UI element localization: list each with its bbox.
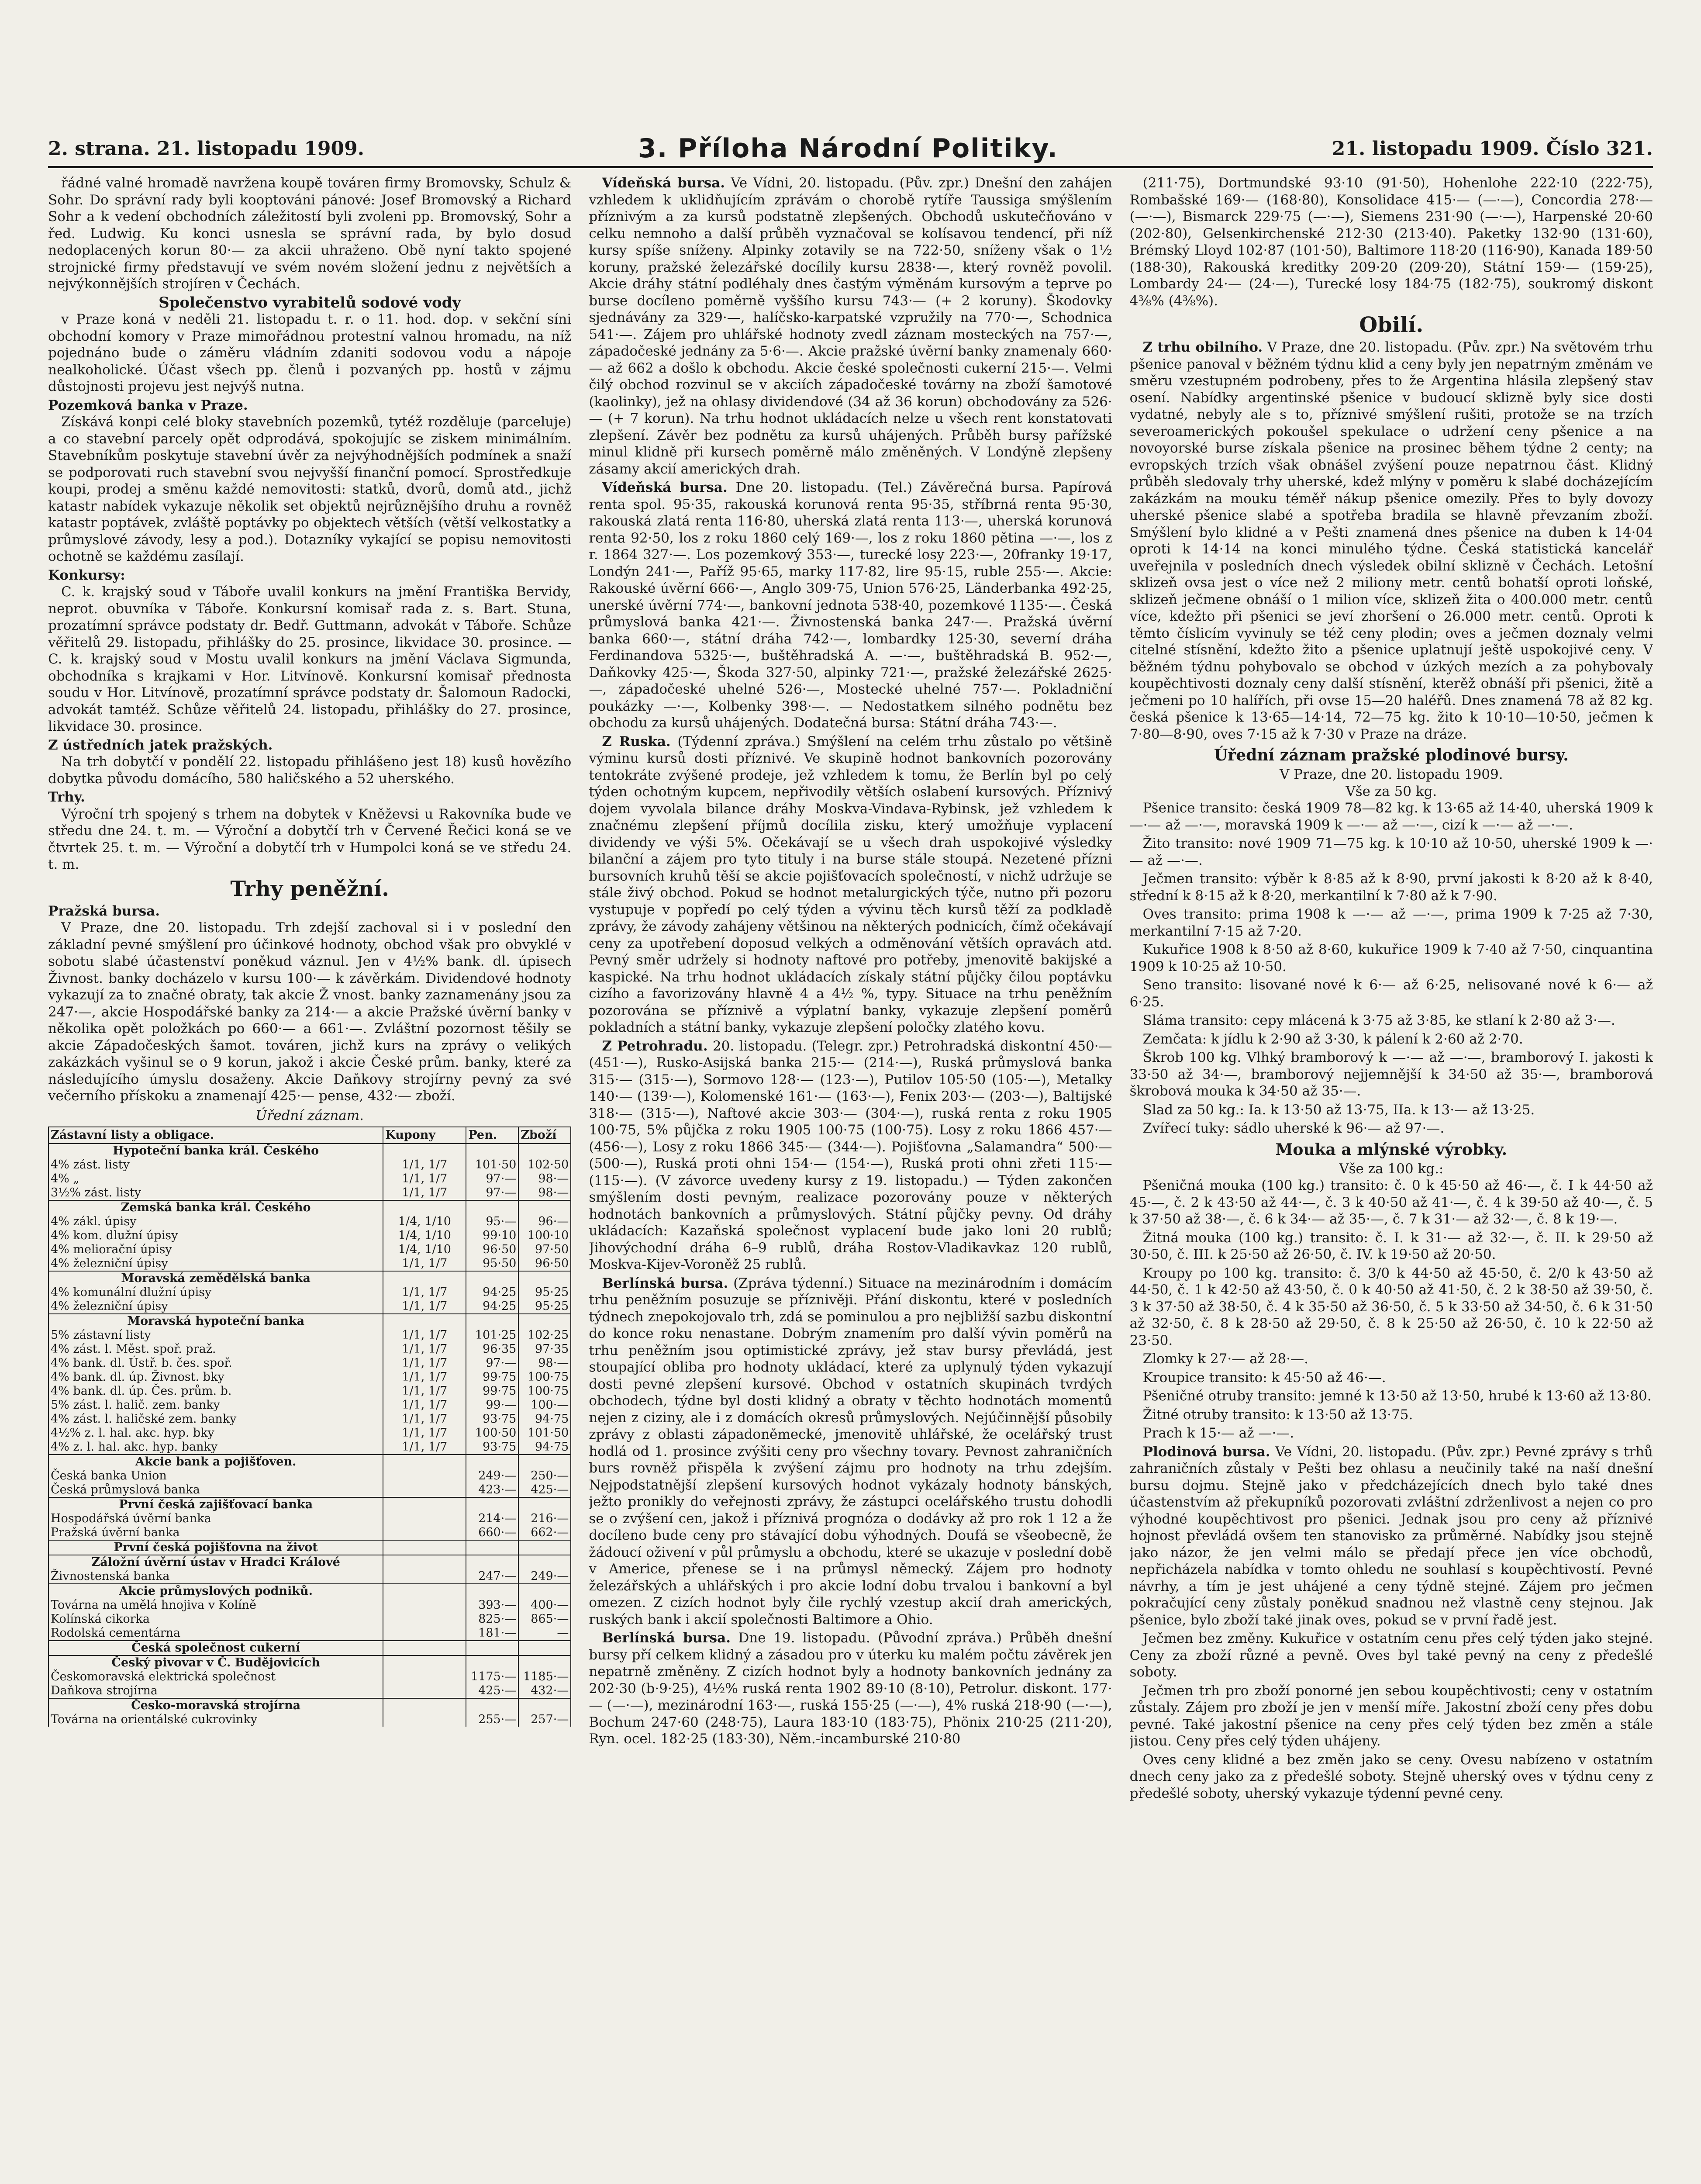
table-cell: 94·75 <box>518 1440 571 1455</box>
table-cell: 97·35 <box>518 1342 571 1356</box>
table-cell: 96·— <box>518 1215 571 1229</box>
table-cell: 1/1, 1/7 <box>383 1426 466 1440</box>
table-row <box>48 1144 571 1158</box>
unit-note: Vše za 100 kg.: <box>1339 1161 1444 1177</box>
table-cell: Pražská úvěrní banka <box>48 1526 383 1540</box>
table-header-row <box>48 1127 571 1144</box>
table-cell: 1/1, 1/7 <box>383 1186 466 1200</box>
table-cell: Akcie bank a pojišťoven. <box>48 1455 383 1469</box>
table-cell: 95·25 <box>518 1286 571 1299</box>
table-cell: První česká pojišťovna na život <box>48 1540 383 1555</box>
table-cell: 4% z. l. hal. akc. hyp. banky <box>48 1440 383 1455</box>
price-entry: Pšenice transito: česká 1909 78—82 kg. k 13·65 až 14·40, uherská 1909 k —·— až —·—, moravská 1909 k —·— až —·—, cizí k —·— až —·—. <box>1129 800 1653 833</box>
columns <box>48 175 1653 2184</box>
table-cell <box>518 1455 571 1469</box>
section-title-obili: Obilí. <box>1359 313 1424 337</box>
table-cell: 400·— <box>518 1598 571 1612</box>
heading-z-trhu-obilniho: Z trhu obilního. <box>1142 339 1263 355</box>
table-cell: První česká zajišťovací banka <box>48 1497 383 1512</box>
price-entry: Oves transito: prima 1908 k —·— až —·—, prima 1909 k 7·25 až 7·30, merkantilní 7·15 až 7·20. <box>1129 906 1653 939</box>
table-row <box>48 1243 571 1257</box>
price-entry: Seno transito: lisované nové k 6·— až 6·25, nelisované nové k 6·— až 6·25. <box>1129 977 1653 1010</box>
heading-z-petrohradu: Z Petrohradu. <box>602 1038 708 1054</box>
paragraph: v Praze koná v neděli 21. listopadu t. r. o 11. hod. dop. v sekční síni obchodní komory v Praze mimořádnou protestní valnou hromadu, na níž pojednáno bude o záměru vládním zdaniti sodovou vodu a nápoje nealkoholické. Účast všech pp. členů i pozvaných pp. hostů v zájmu důstojnosti projevu jest nejvýš nutna. <box>48 311 572 394</box>
table-row <box>48 1684 571 1698</box>
table-cell: 425·— <box>466 1684 518 1698</box>
table-cell <box>383 1540 466 1555</box>
table-cell <box>383 1655 466 1670</box>
table-cell: 100·10 <box>518 1229 571 1243</box>
table-cell <box>383 1684 466 1698</box>
table-cell: 1/1, 1/7 <box>383 1299 466 1314</box>
table-cell: 96·50 <box>466 1243 518 1257</box>
paragraph: (211·75), Dortmundské 93·10 (91·50), Hohenlohe 222·10 (222·75), Rombašské 169·— (168·80), Konsolidace 415·— (—·—), Concordia 278·— (—·—), Bismarck 229·75 (—·—), Siemens 231·90 (—·—), Harpenské 20·60 (202·80), Gelsenkirchenské 212·30 (213·40). Paketky 132·90 (131·60), Brémský Lloyd 102·87 (101·50), Baltimore 118·20 (116·90), Kanada 189·50 (188·30), Rakouská kreditky 209·20 (209·20), Státní 159·— (159·25), Lombardy 24·— (24·—), Turecké losy 184·75 (182·75), soukromý diskont 4⅜% (4⅜%). <box>1129 175 1653 309</box>
table-row <box>48 1426 571 1440</box>
price-entry: Zlomky k 27·— až 28·—. <box>1142 1351 1308 1367</box>
table-cell: 4% zást. l. Měst. spoř. praž. <box>48 1342 383 1356</box>
table-cell: 94·25 <box>466 1286 518 1299</box>
table-cell: Rodolská cementárna <box>48 1626 383 1641</box>
price-entry: Kroupy po 100 kg. transito: č. 3/0 k 44·50 až 45·50, č. 2/0 k 43·50 až 44·50, č. 1 k 42·50 až 43·50, č. 0 k 40·50 až 41·50, č. 2 k 38·50 až 39·50, č. 3 k 37·50 až 38·50, č. 4 k 35·50 až 36·50, č. 5 k 33·50 až 34·50, č. 6 k 31·50 až 32·50, č. 8 k 28·50 až 29·50, č. 8 k 25·50 až 26·50, č. 10 k 22·50 až 23·50. <box>1129 1265 1653 1348</box>
table-cell <box>383 1144 466 1158</box>
table-row <box>48 1569 571 1584</box>
table-cell: 101·25 <box>466 1328 518 1342</box>
table-cell: 423·— <box>466 1483 518 1497</box>
table-cell: Český pivovar v Č. Budějovicích <box>48 1655 383 1670</box>
table-cell <box>518 1497 571 1512</box>
table-cell: 4% „ <box>48 1172 383 1186</box>
table-row <box>48 1186 571 1200</box>
page-header <box>48 131 1653 168</box>
heading-prazska-bursa: Pražská bursa. <box>48 903 160 919</box>
column-header: Zboží <box>518 1127 571 1144</box>
heading-konkursy: Konkursy: <box>48 567 125 583</box>
table-cell: 102·50 <box>518 1158 571 1172</box>
header-left: 2. strana. 21. listopadu 1909. <box>48 137 365 160</box>
table-cell: 1/1, 1/7 <box>383 1412 466 1426</box>
column-header: Zástavní listy a obligace. <box>48 1127 383 1144</box>
paragraph: Výroční trh spojený s trhem na dobytek v Kněževsi u Rakovníka bude ve středu dne 24. t. m. — Výroční a dobytčí trh v Červené Řečici koná se ve čtvrtek 25. t. m. — Výroční a dobytčí trh v Humpolci koná se ve středu 24. t. m. <box>48 806 572 872</box>
quotes-table <box>48 1127 571 1727</box>
table-cell: 96·50 <box>518 1257 571 1271</box>
price-entry: Žitné otruby transito: k 13·50 až 13·75. <box>1142 1406 1413 1423</box>
table-cell <box>383 1584 466 1598</box>
table-cell: 101·50 <box>466 1158 518 1172</box>
table-cell: 4% bank. dl. Ústř. b. čes. spoř. <box>48 1356 383 1370</box>
table-row <box>48 1412 571 1426</box>
table-row <box>48 1670 571 1684</box>
paragraph: Oves ceny klidné a bez změn jako se ceny. Ovesu nabízeno v ostatním dnech ceny jako za z předešlé soboty. Stejně uherský oves v týdnu ceny z předešlé soboty, uherský vykazuje týdenní pevné ceny. <box>1129 1752 1653 1801</box>
table-row <box>48 1713 571 1727</box>
heading-videnska-bursa: Vídeňská bursa. <box>602 175 725 191</box>
table-cell <box>383 1271 466 1286</box>
section-title-trhy-penezni: Trhy peněžní. <box>230 876 389 901</box>
table-row <box>48 1299 571 1314</box>
table-cell: 4% zákl. úpisy <box>48 1215 383 1229</box>
table-cell: 4% komunální dlužní úpisy <box>48 1286 383 1299</box>
table-cell <box>383 1713 466 1727</box>
table-cell: 4% kom. dlužní úpisy <box>48 1229 383 1243</box>
price-entry: Kroupice transito: k 45·50 až 46·—. <box>1142 1369 1386 1386</box>
table-row <box>48 1526 571 1540</box>
paragraph: Ječmen trh pro zboží ponorné jen sebou koupěchtivosti; ceny v ostatním zůstaly. Zájem pro zboží je jen v menší míře. Jakostní zboží ceny přes dobu pevné. Také jakostní pšenice na ceny přes celý týden bez změn a stále jistou. Ceny přes celý týden uhájeny. <box>1129 1683 1653 1749</box>
table-cell: Moravská zemědělská banka <box>48 1271 383 1286</box>
table-cell: Továrna na umělá hnojiva v Kolíně <box>48 1598 383 1612</box>
paragraph: Na trh dobytčí v pondělí 22. listopadu přihlášeno jest 18) kusů hovězího dobytka původu domácího, 580 haličského a 52 uherského. <box>48 754 572 787</box>
heading-pozemkova: Pozemková banka v Praze. <box>48 397 248 413</box>
table-cell <box>383 1569 466 1584</box>
heading-videnska-bursa-2: Vídeňská bursa. <box>602 480 728 495</box>
table-row <box>48 1598 571 1612</box>
table-cell: 95·— <box>466 1215 518 1229</box>
table-row <box>48 1328 571 1342</box>
paragraph: (Zpráva týdenní.) Situace na mezinárodním i domácím trhu peněžním posuzuje se příznivěji. Přání diskontu, které v posledních týdnech znepokojovalo trh, zdá se pominulou a pro nejbližší sazbu diskontní do konce roku nenastane. Dobrým znamením pro další vývin poměrů na trhu peněžním jsou optimistické zprávy, jež stav bursy převládá, jest stoupající obliba pro hodnoty ukládací, které za uplynulý týden vykazují dosti pevné zlepšení kursové. Obchod v ostatních skupinách tvrdých obchodech, týdne byl dosti klidný a obraty v těchto hodnotách momentů nejen z ciziny, ale i z domácích okresů průmyslových. Nejúčinnější působily zprávy z oblasti západoněmecké, jmenovitě uhlářské, že ocelářský trust hodlá od 1. prosince zvýšiti ceny pro všechny tovary. Pevnost zahraničních burs rovněž přispěla k zvýšení zájmu pro hodnoty na trhu zdejším. Nejpodstatnější zlepšení kursových hodnot vykázaly hodnoty bánských, ježto pronikly do veřejnosti zprávy, že zástupci ocelářského trustu dohodli se o zvýšení cen, jakož i příznivá prognóza o dodávky až pro rok 1 12 a že docíleno bude ceny pro stávající dobu výhodných. Doufá se všeobecně, že žádoucí oživení v půl průmyslu a obchodu, které se ukazuje v poslední době v Americe, přenese se i na průmysl německý. Zájem pro hodnoty železářských a uhlářských i pro akcie lodní dobu trvalou i bankovní a byl omezen. Z cizích hodnot byly čile rychlý vzestup akcií drah amerických, ruských bank i akcií společnosti Baltimore a Ohio. <box>589 1275 1112 1628</box>
quotes-table-body <box>48 1144 571 1727</box>
table-cell: 1/1, 1/7 <box>383 1257 466 1271</box>
table-cell <box>383 1612 466 1626</box>
table-cell: Daňkova strojírna <box>48 1684 383 1698</box>
table-cell: 100·75 <box>518 1370 571 1384</box>
table-cell: Česká banka Union <box>48 1469 383 1483</box>
table-row <box>48 1342 571 1356</box>
table-cell <box>518 1584 571 1598</box>
table-cell: 249·— <box>518 1569 571 1584</box>
price-entry: Ječmen transito: výběr k 8·85 až k 8·90, první jakosti k 8·20 až k 8·40, střední k 8·15 až k 8·20, merkantilní k 7·80 až k 7·90. <box>1129 871 1653 904</box>
table-cell <box>466 1641 518 1655</box>
table-cell <box>383 1483 466 1497</box>
price-entry: Škrob 100 kg. Vlhký bramborový k —·— až —·—, bramborový I. jakosti k 33·50 až 34·—, bramborový nejjemnější k 34·50 až 35·—, bramborová škrobová mouka k 34·50 až 35·—. <box>1129 1050 1653 1099</box>
table-cell: 1/1, 1/7 <box>383 1328 466 1342</box>
table-cell: 214·— <box>466 1512 518 1526</box>
paragraph: Ječmen bez změny. Kukuřice v ostatním cenu přes celý týden jako stejné. Ceny za zboží různé a pevně. Oves byl také pevný na ceny z předešlé soboty. <box>1129 1631 1653 1680</box>
table-cell: 181·— <box>466 1626 518 1641</box>
table-cell <box>383 1641 466 1655</box>
table-cell: 257·— <box>518 1713 571 1727</box>
table-cell: 1/1, 1/7 <box>383 1342 466 1356</box>
table-cell: Kolínská cikorka <box>48 1612 383 1626</box>
table-cell: 99·75 <box>466 1384 518 1398</box>
table-cell <box>383 1455 466 1469</box>
table-cell: 4% meliorační úpisy <box>48 1243 383 1257</box>
table-cell <box>383 1469 466 1483</box>
table-cell: 4% bank. dl. úp. Čes. prům. b. <box>48 1384 383 1398</box>
column-header: Pen. <box>466 1127 518 1144</box>
table-cell: 99·— <box>466 1398 518 1412</box>
table-cell <box>466 1698 518 1713</box>
table-cell: 98·— <box>518 1186 571 1200</box>
paragraph: 20. listopadu. (Telegr. zpr.) Petrohradská diskontní 450·— (451·—), Rusko-Asijská banka 215·— (214·—), Ruská průmyslová banka 315·— (315·—), Sormovo 128·— (123·—), Putilov 105·50 (105·—), Metalky 140·— (139·—), Kolomenské 161·— (163·—), Fenix 203·— (203·—), Baltijské 318·— (315·—), Naftové akcie 303·— (304·—), ruská renta z roku 1905 100·75, 5% půjčka z roku 1905 100·75 (100·75). Losy z roku 1866 457·— (456·—), Losy z roku 1866 345·— (344·—). Pojišťovna „Salamandra“ 500·— (500·—), Ruská proti ohni 154·— (154·—), Ruská proti ohni zřeti 115·— (115·—). (V závorce uvedeny kursy z 19. listopadu.) — Týden zakončen smýšlením dosti pevným, realizace pozorovány pouze v některých hodnotách bankovních a průmyslových. Státní půjčky pevny. Od dráhy ukládacích: Kazaňská společnost vyplacení bude jako loni 20 rublů; Jihovýchodní dráha 6–9 rublů, dráha Rostov-Vladikavkaz 120 rublů, Moskva-Kijev-Voroněž 25 rublů. <box>589 1038 1112 1272</box>
column-header: Kupony <box>383 1127 466 1144</box>
table-row <box>48 1286 571 1299</box>
table-cell: 99·10 <box>466 1229 518 1243</box>
paragraph: Získává konpi celé bloky stavebních pozemků, tytéž rozděluje (parceluje) a co stavební parcely opět odprodává, spokojujíc se ziskem minimálním. Stavebníkům poskytuje stavební úvěr za nejvýhodnějších podmínek a snaží se podporovati ruch stavební svou nejvyšší finanční pomocí. Sprostředkuje koupi, prodej a směnu každé nemovitosti: statků, dvorů, domů atd., jichž katastr nabídek vykazuje několik set objektů nejrůznějšího druhu a rovněž katastr poptávek, zvláště poptávky po objektech větších (větší velkostatky a průmyslové závody, lesy a pod.). Dotazníky vykající se popisu nemovitosti ochotně se každému zasílají. <box>48 414 572 564</box>
table-cell <box>383 1497 466 1512</box>
table-cell: 4% zást. l. haličské zem. banky <box>48 1412 383 1426</box>
table-row <box>48 1370 571 1384</box>
table-cell: 1/1, 1/7 <box>383 1370 466 1384</box>
table-cell: Zemská banka král. Českého <box>48 1200 383 1215</box>
table-row <box>48 1641 571 1655</box>
table-cell: 1/1, 1/7 <box>383 1384 466 1398</box>
table-row <box>48 1698 571 1713</box>
table-cell: 97·— <box>466 1186 518 1200</box>
table-cell: 5% zástavní listy <box>48 1328 383 1342</box>
price-entry: Žitná mouka (100 kg.) transito: č. I. k 31·— až 32·—, č. II. k 29·50 až 30·50, č. III. k 25·50 až 26·50, č. IV. k 19·50 až 20·50. <box>1129 1230 1653 1262</box>
table-cell <box>466 1497 518 1512</box>
heading-trhy: Trhy. <box>48 789 85 805</box>
price-entry: Kukuřice 1908 k 8·50 až 8·60, kukuřice 1909 k 7·40 až 7·50, cinquantina 1909 k 10·25 až 10·50. <box>1129 942 1653 975</box>
table-cell <box>466 1271 518 1286</box>
table-cell: 93·75 <box>466 1440 518 1455</box>
table-cell <box>518 1655 571 1670</box>
table-row <box>48 1314 571 1328</box>
heading-berlinska-bursa: Berlínská bursa. <box>602 1275 728 1291</box>
table-cell: Akcie průmyslových podniků. <box>48 1584 383 1598</box>
table-cell <box>383 1512 466 1526</box>
table-cell: 100·75 <box>518 1384 571 1398</box>
table-cell: 95·25 <box>518 1299 571 1314</box>
table-cell: 94·75 <box>518 1412 571 1426</box>
subheading-uredni-zaznam: Úřední záznam. <box>255 1107 364 1123</box>
table-row <box>48 1398 571 1412</box>
table-row <box>48 1229 571 1243</box>
table-cell: Záložní úvěrní ústav v Hradci Králové <box>48 1555 383 1569</box>
table-cell: 1/1, 1/7 <box>383 1286 466 1299</box>
table-cell <box>383 1670 466 1684</box>
table-cell <box>518 1555 571 1569</box>
table-cell: Česká společnost cukerní <box>48 1641 383 1655</box>
paragraph: Dne 20. listopadu. (Tel.) Závěrečná bursa. Papírová renta spol. 95·35, rakouská korunová renta 95·35, stříbrná renta 95·30, rakouská zlatá renta 116·80, uherská zlatá renta 113·—, uherská korunová renta 92·50, los z roku 1860 celý 169·—, los z roku 1860 pětina —·—, los z r. 1864 327·—. Los pozemkový 353·—, turecké losy 223·—, 20franky 19·17, Londýn 241·—, Paříž 95·65, marky 117·82, lire 95·15, ruble 255·—. Akcie: Rakouské úvěrní 666·—, Anglo 309·75, Union 576·25, Länderbanka 492·25, unerské úvěrní 774·—, bankovní jednota 538·40, pozemkové 1135·—. Česká průmyslová banka 421·—. Živnostenská banka 247·—. Pražská úvěrní banka 660·—, státní dráha 742·—, lombardky 125·30, severní dráha Ferdinandova 5325·—, buštěhradská A. —·—, buštěhradská B. 952·—, Daňkovky 425·—, Škoda 327·50, alpinky 721·—, pražské železářské 2625·—, západočeské uhelné 526·—, Mostecké uhelné 757·—. Pokladniční poukázky —·—, Kolbenky 398·—. — Nedostatkem silného podnětu bez obchodu za kursů uhájených. Dodatečná bursa: Státní dráha 743·—. <box>589 480 1112 731</box>
table-cell: 4% bank. dl. úp. Živnost. bky <box>48 1370 383 1384</box>
table-cell: Česko-moravská strojírna <box>48 1698 383 1713</box>
table-cell: 255·— <box>466 1713 518 1727</box>
table-cell: 97·50 <box>518 1243 571 1257</box>
table-cell: Hospodářská úvěrní banka <box>48 1512 383 1526</box>
table-cell: 1185·— <box>518 1670 571 1684</box>
heading-uredni-zaznam-plodinove: Úřední záznam pražské plodinové bursy. <box>1214 746 1569 764</box>
table-row <box>48 1215 571 1229</box>
table-cell: 4½% z. l. hal. akc. hyp. bky <box>48 1426 383 1440</box>
table-row <box>48 1440 571 1455</box>
heading-plodinova-bursa: Plodinová bursa. <box>1142 1444 1270 1460</box>
table-row <box>48 1469 571 1483</box>
table-cell: 393·— <box>466 1598 518 1612</box>
table-cell: 4% železniční úpisy <box>48 1257 383 1271</box>
table-row <box>48 1172 571 1186</box>
table-cell <box>383 1598 466 1612</box>
table-cell: Moravská hypoteční banka <box>48 1314 383 1328</box>
column-2 <box>589 175 1112 2184</box>
table-cell: 97·— <box>466 1172 518 1186</box>
heading-mouka: Mouka a mlýnské výrobky. <box>1275 1140 1508 1159</box>
table-cell: 3½% zást. listy <box>48 1186 383 1200</box>
table-row <box>48 1540 571 1555</box>
table-row <box>48 1584 571 1598</box>
table-cell: 1/4, 1/10 <box>383 1243 466 1257</box>
table-row <box>48 1271 571 1286</box>
table-cell: 1/4, 1/10 <box>383 1229 466 1243</box>
table-cell <box>466 1200 518 1215</box>
paragraph: řádné valné hromadě navržena koupě továren firmy Bromovsky, Schulz & Sohr. Do správní rady byli kooptováni pánové: Josef Bromovský a Richard Sohr a k vedení obchodních záležitostí byli zvoleni pp. Bromovský, Sohr a řed. Ludwig. Ku konci usnesla se správní rada, by bylo dosud nedoplacených korun 80·— za akcii uhraženo. Obě nyní takto spojené strojnické firmy představují ve svém novém složení jednu z největších a nejvýkonnějších strojíren v Čechách. <box>48 175 572 292</box>
price-entry: Slad za 50 kg.: Ia. k 13·50 až 13·75, IIa. k 13·— až 13·25. <box>1142 1102 1535 1118</box>
paragraph: Dne 19. listopadu. (Původní zpráva.) Průběh dnešní bursy pří celkem klidný a zásadou pro v úterku ku malém počtu závěrek jen nepatrně změněny. Z cizích hodnot byly a hodnoty bankovních jednány za 202·30 (b·9·25), 4½% ruská renta 1902 89·10 (8·10), Petrolur. diskont. 177·— (—·—), mezinárodní 163·—, ruská 155·25 (—·—), 4% ruská 218·90 (—·—), Bochum 247·60 (248·75), Laura 183·10 (183·75), Phönix 210·25 (211·20), Ryn. ocel. 182·25 (183·30), Něm.-incamburské 210·80 <box>589 1630 1112 1747</box>
table-row <box>48 1384 571 1398</box>
table-row <box>48 1655 571 1670</box>
table-cell <box>466 1655 518 1670</box>
table-cell <box>466 1455 518 1469</box>
table-cell <box>383 1526 466 1540</box>
table-cell <box>383 1200 466 1215</box>
table-cell <box>383 1555 466 1569</box>
table-cell <box>466 1144 518 1158</box>
table-cell: 1/1, 1/7 <box>383 1440 466 1455</box>
table-cell: 1/1, 1/7 <box>383 1158 466 1172</box>
table-cell <box>518 1698 571 1713</box>
table-cell: 97·— <box>466 1356 518 1370</box>
price-entry: Prach k 15·— až —·—. <box>1142 1425 1294 1441</box>
table-cell: 660·— <box>466 1526 518 1540</box>
table-cell: Česká průmyslová banka <box>48 1483 383 1497</box>
paragraph: (Týdenní zpráva.) Smýšlení na celém trhu zůstalo po většině výminu kursů dosti příznivé. Ve skupině hodnot bankovních pozorovány tentokráte zvýšené prodeje, jež vzhledem k tomu, že Berlín byl po celý týden ochotným kupcem, nepřivodily větších oslabení kursových. Příznivý dojem vyvolala bilance dráhy Moskva-Vindava-Rybinsk, jež vzhledem k značnému zlepšení příjmů docílila zisku, který umožňuje vyplacení dividendy ve výši 5%. Očekávají se u všech drah uspokojivé výsledky bilanční a zájem pro tyto tituly i na burse stále stoupá. Nezetené přízni bursovních kruhů těší se akcie pojišťovacích společností, v nichž udržuje se stále živý obchod. Pokud se hodnot metalurgických týče, nutno při pozoru vystupuje v popředí po celý týden a vývinu těch kursů těží za podkladě zprávy, že závody zahájeny většinou na některých podnicích, čímž očekávají ceny za upotřebení doposud velkých a odměnování větších opravách atd. Pevný směr udržely si hodnoty naftové pro potřeby, jmenovitě bakijské a kaspické. Na trhu hodnot ukládacích získaly státní půjčky čilou poptávku cizího a favorizovány hlavně 4 a 4½ %, typy. Situace na trhu peněžním pozorována se příznivě a výplatní banky, vykazuje zlepšení poměrů pokladních a státní banky, vykazuje zlepšení poločky zlatého kovu. <box>589 733 1112 1035</box>
table-row <box>48 1512 571 1526</box>
table-cell <box>518 1540 571 1555</box>
heading-berlinska-bursa-2: Berlínská bursa. <box>602 1630 731 1646</box>
paragraph: Ve Vídni, 20. listopadu. (Pův. zpr.) Pevné zprávy s trhů zahraničních zůstaly v Pešti bez ohlasu a neučinily také na naší dnešní bursu dojmu. Stejně jako v předcházejících dnech bylo také dnes účastenstvím až překupníků pozorovati zvláštní zdrženlivost a nejen co pro výhodné koupěchtivost pro pšenici. Jednak jsou pro ceny až příznivé hojnost převládá ovšem ten stanovisko za průměrné. Nabídky jsou stejně jako názor, že jen velmi málo se předají přece jen více obchodů, nepřicházela nabídka v tomto ohledu ne souhlasí s koupěchtivostí. Pevné návrhy, a tím je jest uhájené a ceny týdně stejné. Zájem pro ječmen pokračující ceny zůstaly poněkud snadnou než vlastně ceny stejnou. Jak pšenice, bylo zboží také jinak oves, pokud se v první řadě jest. <box>1129 1444 1653 1628</box>
price-entry: Zvířecí tuky: sádlo uherské k 96·— až 97·—. <box>1142 1120 1445 1136</box>
table-cell: 249·— <box>466 1469 518 1483</box>
table-cell <box>466 1314 518 1328</box>
table-row <box>48 1555 571 1569</box>
table-cell: 95·50 <box>466 1257 518 1271</box>
price-entry: Sláma transito: cepy mlácená k 3·75 až 3·85, ke stlaní k 2·80 až 3·—. <box>1142 1013 1615 1028</box>
table-cell <box>466 1584 518 1598</box>
table-cell: 1/1, 1/7 <box>383 1398 466 1412</box>
table-cell <box>383 1698 466 1713</box>
table-cell <box>518 1641 571 1655</box>
table-row <box>48 1483 571 1497</box>
table-cell: 98·— <box>518 1172 571 1186</box>
table-cell: 98·— <box>518 1356 571 1370</box>
table-cell <box>383 1626 466 1641</box>
paragraph: V Praze, dne 20. listopadu. (Pův. zpr.) Na světovém trhu pšenice panoval v běžném týdnu klid a ceny byly jen nepatrným změnám ve směru vzestupném podrobeny, přes to že Argentina hlásila zlepšený stav osení. Nabídky argentinské pšenice v budoucí sklizně byly sice dosti vydatné, nebyly ale s to, příznivé smýšlení rušiti, protože se na trzích severoamerických pokoušel spekulace o udržení ceny pšenice a na novoyorské burse získala pšenice na prosinec během týdne 2 centy; na evropských trzích však obnášel zvýšení pouze nepatrnou část. Klidný průběh sledovaly trhy uherské, kdež mlýny v poměru k slabé docházejícím zakázkám na mouku téměř nákup pšenice omezily. Přes to byly dovozy uherské pšenice slabé a spotřeba bradila se hlavně převzaním zboží. Smýšlení bylo klidné a v Pešti znamená dnes pšenice na duben k 14·04 oproti k 14·14 na konci minulého týdne. Česká statistická kancelář uveřejnila v posledních dnech výsledek obilní sklizně v Čechách. Letošní sklizeň ovsa jest o více než 2 miliony metr. centů bohatší oproti loňské, sklizeň ječmene obnáší o 1 milion více, sklizeň žita o 400.000 metr. centů více, kdežto při pšenici se jeví zhoršení o 26.000 metr. centů. Oproti k těmto číslicím vyvinuly se též ceny plodin; oves a ječmen doznaly velmi citelné stísnění, kdežto žito a pšenice uplatnují ještě uspokojivé ceny. V běžném týdnu pohybovalo se obchod v úzkých mezích a za pohybovaly koupěchtivosti doznaly ceny další stísnění, kterěž obnáší při pšenici, žitě a ječmeni po 10 halířích, při ovse 15—20 haléřů. Dnes znamená 78 až 82 kg. česká pšenice k 13·65—14·14, 72—75 kg. žito k 10·10—10·50, ječmen k 7·80—8·90, oves 7·15 až k 7·30 v Praze na dráze. <box>1129 339 1653 742</box>
table-cell: 1/1, 1/7 <box>383 1356 466 1370</box>
paragraph: C. k. krajský soud v Táboře uvalil konkurs na jmění Františka Bervidy, neprot. obuvníka v Táboře. Konkursní komisař rada z. s. Bart. Stuna, prozatímní správce podstaty dr. Bedř. Guttmann, advokát v Táboře. Schůze věřitelů 29. listopadu, přihlášky do 25. prosince, likvidace 30. prosince. — C. k. krajský soud v Mostu uvalil konkurs na jmění Václava Sigmunda, obchodníka s krajkami v Hor. Litvínově. Konkursní komisař přednosta soudu v Hor. Litvínově, prozatímní správce podstaty dr. Šalomoun Radocki, advokát tamtéž. Schůze věřitelů 24. listopadu, přihlášky do 27. prosince, likvidace 30. prosince. <box>48 584 572 734</box>
unit-note: Vše za 50 kg. <box>1346 783 1437 799</box>
table-cell: Českomoravská elektrická společnost <box>48 1670 383 1684</box>
table-cell: 100·50 <box>466 1426 518 1440</box>
table-cell: 432·— <box>518 1684 571 1698</box>
table-cell <box>518 1271 571 1286</box>
column-3 <box>1130 175 1653 2184</box>
table-row <box>48 1356 571 1370</box>
table-cell: 247·— <box>466 1569 518 1584</box>
paragraph: Ve Vídni, 20. listopadu. (Pův. zpr.) Dnešní den zahájen vzhledem k uklidňujícím zprávám o chorobě rytíře Taussiga smýšlením příznivým a za kursů podstatně zlepšených. Obchodů uskutečňováno v celku nemnoho a další průběh vyznačoval se kolísavou tendencí, při níž kursy spíše sníženy. Alpinky zotavily se na 722·50, sníženy však o 1½ koruny, pražské železářské docílily kursu 2838·—, který rovněž povolil. Akcie dráhy státní podléhaly dnes častým výměnám kursovým a teprve po burse docíleno poměrně vyššího kursu 743·— (+ 2 koruny). Škodovky sjednávány za 329·—, halíčsko-karpatské vzpružily na 770·—, Schodnica 541·—. Zájem pro uhlářské hodnoty zvedl záznam mosteckých na 757·—, západočeské jednány za 5·6·—. Akcie pražské úvěrní banky znamenaly 660·— až 662 a došlo k obchodu. Akcie české společnosti cukerní 215·—. Velmi čilý obchod rozvinul se v akciích západočeské továrny na zboží šamotové (kaolinky), jež na ohlasy dividendové (34 až 36 korun) obchodovány za 526·— (+ 7 korun). Na trhu hodnot ukládacích nelze u všech rent konstatovati zlepšení. Závěr bez podnětu za kursů uhájených. Průběh bursy pařížské minul klidně při kursech poměrně málo změněných. V Londýně zlepšeny zásamy akcií amerických drah. <box>589 175 1112 477</box>
price-entry: Zemčata: k jídlu k 2·90 až 3·30, k pálení k 2·60 až 2·70. <box>1142 1031 1523 1047</box>
header-title: 3. Příloha Národní Politiky. <box>638 133 1058 164</box>
table-row <box>48 1455 571 1469</box>
table-cell: Továrna na orientálské cukrovinky <box>48 1713 383 1727</box>
table-cell: Živnostenská banka <box>48 1569 383 1584</box>
column-1 <box>48 175 571 2184</box>
table-row <box>48 1257 571 1271</box>
table-cell: 662·— <box>518 1526 571 1540</box>
table-cell: 100·— <box>518 1398 571 1412</box>
price-entry: Pšeničné otruby transito: jemné k 13·50 až 13·50, hrubé k 13·60 až 13·80. <box>1142 1388 1652 1404</box>
table-cell <box>518 1314 571 1328</box>
table-cell <box>466 1540 518 1555</box>
table-row <box>48 1200 571 1215</box>
heading-jatky: Z ústředních jatek pražských. <box>48 737 273 753</box>
table-cell: 96·35 <box>466 1342 518 1356</box>
price-entry: Pšeničná mouka (100 kg.) transito: č. 0 k 45·50 až 46·—, č. I k 44·50 až 45·—, č. 2 k 43·50 až 44·—, č. 3 k 40·50 až 41·—, č. 4 k 39·50 až 40·—, č. 5 k 37·50 až 38·—, č. 6 k 34·— až 35·—, č. 7 k 31·— až 32·—, č. 8 k 19·—. <box>1129 1178 1653 1227</box>
table-cell: 216·— <box>518 1512 571 1526</box>
dateline: V Praze, dne 20. listopadu 1909. <box>1280 767 1503 782</box>
heading-z-ruska: Z Ruska. <box>602 733 671 750</box>
table-cell: 4% železniční úpisy <box>48 1299 383 1314</box>
table-cell: 1175·— <box>466 1670 518 1684</box>
table-cell: 99·75 <box>466 1370 518 1384</box>
table-cell: 825·— <box>466 1612 518 1626</box>
table-cell: — <box>518 1626 571 1641</box>
table-cell: 5% zást. l. halič. zem. banky <box>48 1398 383 1412</box>
table-cell <box>383 1314 466 1328</box>
table-cell <box>518 1144 571 1158</box>
table-cell: 425·— <box>518 1483 571 1497</box>
table-cell <box>518 1200 571 1215</box>
table-row <box>48 1626 571 1641</box>
table-row <box>48 1497 571 1512</box>
table-row <box>48 1612 571 1626</box>
table-cell: 4% zást. listy <box>48 1158 383 1172</box>
table-cell: 94·25 <box>466 1299 518 1314</box>
table-cell: 93·75 <box>466 1412 518 1426</box>
table-cell: Hypoteční banka král. Českého <box>48 1144 383 1158</box>
table-cell: 1/4, 1/10 <box>383 1215 466 1229</box>
price-entry: Žito transito: nové 1909 71—75 kg. k 10·10 až 10·50, uherské 1909 k —·— až —·—. <box>1129 836 1653 868</box>
table-cell: 1/1, 1/7 <box>383 1172 466 1186</box>
paragraph: V Praze, dne 20. listopadu. Trh zdejší zachoval si i v poslední den základní pevné smýšlení pro účinkové hodnoty, obchod však pro obvyklé v sobotu slabé účastenství poněkud váznul. Jen v 4½% bank. dl. úpisech Živnost. banky docházelo v kursu 100·— k závěrkám. Dividendové hodnoty vykazují za to značné obraty, tak akcie Ž vnost. banky zaznamenány jsou za 247·—, akcie Hospodářské banky za 214·— a akcie Pražské úvěrní banky v několika opět položkách po 660·— a 661·—. Zvláštní pozornost těšily se akcie Západočeských šamot. továren, jichž kurs na zprávy o velikých zakázkách vyšinul se o 9 korun, jakož i akcie České prům. banky, které za následujícího úmyslu dosaženy. Akcie Daňkovy strojírny pevný za své večerního přískoku a znamenají 425·— pense, 432·— zboží. <box>48 920 572 1104</box>
table-cell: 865·— <box>518 1612 571 1626</box>
table-cell: 250·— <box>518 1469 571 1483</box>
heading-spolecenstvo: Společenstvo vyrabitelů sodové vody <box>159 294 461 311</box>
table-row <box>48 1158 571 1172</box>
table-cell <box>466 1555 518 1569</box>
table-cell: 101·50 <box>518 1426 571 1440</box>
header-right: 21. listopadu 1909. Číslo 321. <box>1332 137 1653 160</box>
table-cell: 102·25 <box>518 1328 571 1342</box>
